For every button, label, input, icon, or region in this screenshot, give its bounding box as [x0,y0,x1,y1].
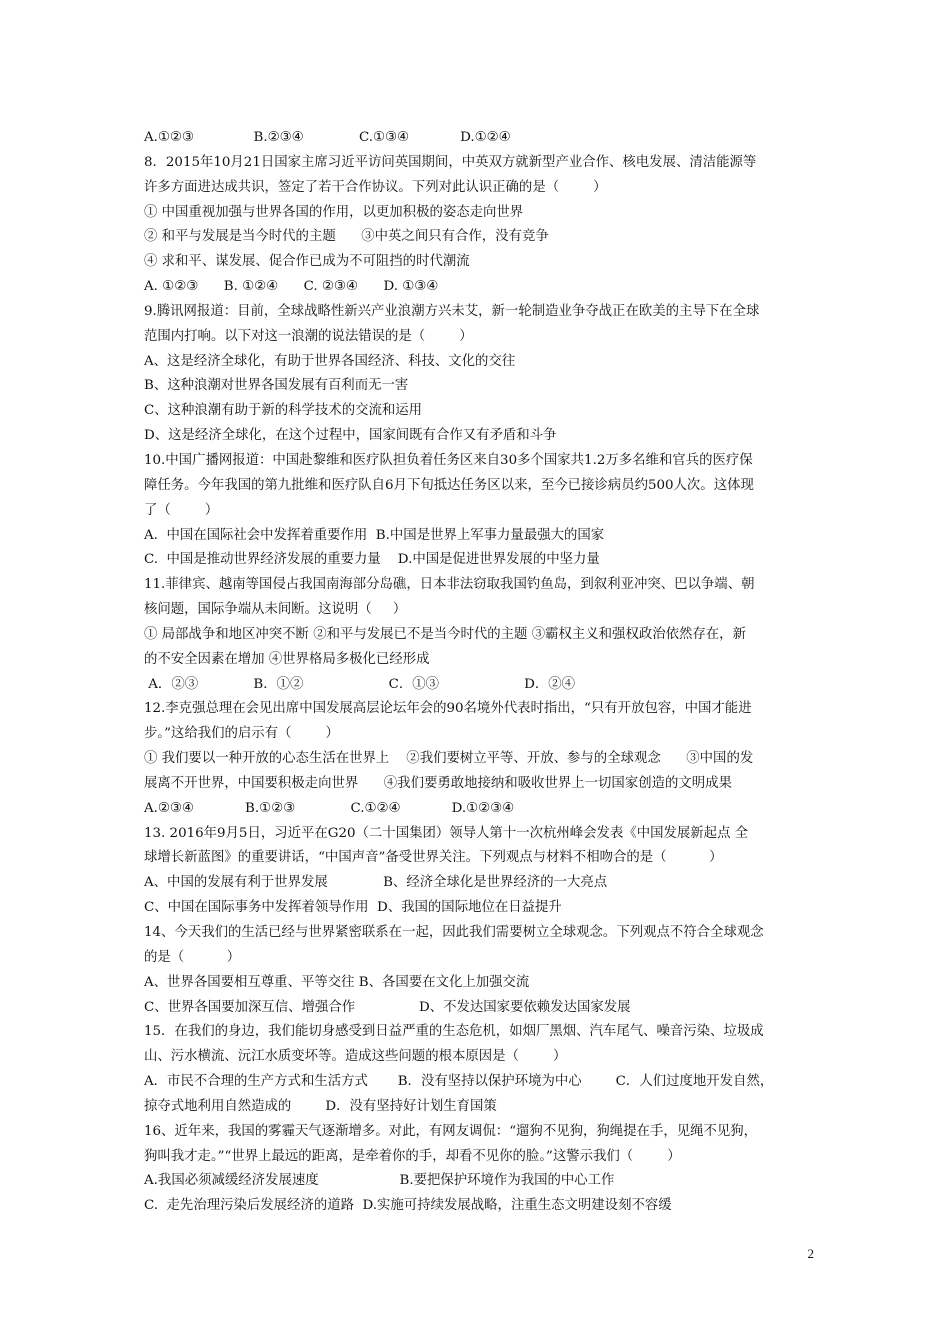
question-16-stem-cont: 狗叫我才走。”“世界上最远的距离，是牵着你的手，却看不见你的脸。”这警示我们（ ） [144,1148,681,1164]
question-8-statement-4: ④ 求和平、谋发展、促合作已成为不可阻挡的时代潮流 [144,254,470,270]
question-15-stem: 15．在我们的身边，我们能切身感受到日益严重的生态危机，如烟厂黑烟、汽车尾气、噪音污染、垃圾成 [144,1024,764,1040]
options-row-q12: A.②③④ B.①②③ C.①②④ D.①②③④ [144,800,515,816]
question-10-stem-cont: 障任务。今年我国的第九批维和医疗队自6月下旬抵达任务区以来，至今已接诊病员约500人次。这体现 [144,477,754,493]
question-13-options-ab: A、中国的发展有利于世界发展 B、经济全球化是世界经济的一大亮点 [144,875,608,891]
question-8-stem: 8．2015年10月21日国家主席习近平访问英国期间，中英双方就新型产业合作、核电发展、清洁能源等 [144,154,757,170]
question-9-option-b: B、这种浪潮对世界各国发展有百利而无一害 [144,378,409,394]
question-10-options-cd: C. 中国是推动世界经济发展的重要力量 D.中国是促进世界发展的中坚力量 [144,552,600,568]
question-11-stem: 11.菲律宾、越南等国侵占我国南海部分岛礁，日本非法窃取我国钓鱼岛，到叙利亚冲突、巴以争端、朝 [144,577,755,593]
question-14-stem-cont: 的是（ ） [144,949,241,965]
question-14-options-cd: C、世界各国要加深互信、增强合作 D、不发达国家要依赖发达国家发展 [144,999,631,1015]
question-13-stem: 13. 2016年9月5日，习近平在G20（二十国集团）领导人第十一次杭州峰会发表《中国发展新起点 全 [144,825,749,841]
question-12-statements-cont: 展离不开世界，中国要积极走向世界 ④我们要勇敢地接纳和吸收世界上一切国家创造的文明成果 [144,775,732,791]
page-number: 2 [807,1246,814,1261]
options-row-q11: A．②③ B．①② C．①③ D．②④ [144,676,576,692]
question-10-stem: 10.中国广播网报道：中国赴黎维和医疗队担负着任务区来自30多个国家共1.2万多名维和官兵的医疗保 [144,452,753,468]
question-12-stem-cont: 步。”这给我们的启示有（ ） [144,726,339,742]
question-16-options-cd: C. 走先治理污染后发展经济的道路 D.实施可持续发展战略，注重生态文明建设刻不容缓 [144,1198,672,1214]
question-text-block [144,126,812,1219]
question-10-stem-end: 了（ ） [144,502,219,518]
question-11-statements-cont: 的不安全因素在增加 ④世界格局多极化已经形成 [144,651,430,667]
question-9-stem: 9.腾讯网报道：目前，全球战略性新兴产业浪潮方兴未艾，新一轮制造业争夺战正在欧美的主导下在全球 [144,303,760,319]
question-16-options-ab: A.我国必须减缓经济发展速度 B.要把保护环境作为我国的中心工作 [144,1173,615,1189]
question-12-statements: ① 我们要以一种开放的心态生活在世界上 ②我们要树立平等、开放、参与的全球观念 ③中国的发 [144,751,754,767]
question-14-options-ab: A、世界各国要相互尊重、平等交往 B、各国要在文化上加强交流 [144,974,530,990]
question-8-statement-1: ① 中国重视加强与世界各国的作用，以更加积极的姿态走向世界 [144,204,524,220]
question-9-option-a: A、这是经济全球化，有助于世界各国经济、科技、文化的交往 [144,353,516,369]
question-9-option-d: D、这是经济全球化，在这个过程中，国家间既有合作又有矛盾和斗争 [144,428,557,444]
question-16-stem: 16、近年来，我国的雾霾天气逐渐增多。对此，有网友调侃：“遛狗不见狗，狗绳提在手，见绳不见狗， [144,1123,758,1139]
question-11-statements: ① 局部战争和地区冲突不断 ②和平与发展已不是当今时代的主题 ③霸权主义和强权政治依然存在，新 [144,626,746,642]
question-14-stem: 14、今天我们的生活已经与世界紧密联系在一起，因此我们需要树立全球观念。下列观点不符合全球观念 [144,925,764,940]
question-9-stem-cont: 范围内打响。以下对这一浪潮的说法错误的是（ ） [144,328,473,344]
question-8-stem-cont: 许多方面进达成共识，签定了若干合作协议。下列对此认识正确的是（ ） [144,179,607,195]
question-10-options-ab: A. 中国在国际社会中发挥着重要作用 B.中国是世界上军事力量最强大的国家 [144,527,605,543]
question-13-options-cd: C、中国在国际事务中发挥着领导作用 D、我国的国际地位在日益提升 [144,900,562,916]
question-9-option-c: C、这种浪潮有助于新的科学技术的交流和运用 [144,403,423,419]
question-15-stem-cont: 山、污水横流、沅江水质变坏等。造成这些问题的根本原因是（ ） [144,1049,567,1065]
question-12-stem: 12.李克强总理在会见出席中国发展高层论坛年会的90名境外代表时指出，“只有开放包容，中国才能进 [144,701,752,717]
question-8-statement-2-3: ② 和平与发展是当今时代的主题 ③中英之间只有合作，没有竞争 [144,229,549,245]
question-11-stem-cont: 核问题，国际争端从未间断。这说明（ ） [144,602,407,618]
question-13-stem-cont: 球增长新蓝图》的重要讲话，“中国声音”备受世界关注。下列观点与材料不相吻合的是（ ） [144,850,723,866]
question-15-options-cont: 掠夺式地利用自然造成的 D．没有坚持好计划生育国策 [144,1098,497,1114]
options-row-q8: A. ①②③ B. ①②④ C. ②③④ D. ①③④ [144,279,439,295]
question-15-options: A．市民不合理的生产方式和生活方式 B．没有坚持以保护环境为中心 C．人们过度地开发自然， [144,1074,774,1090]
options-row-q7: A.①②③ B.②③④ C.①③④ D.①②④ [144,130,511,145]
